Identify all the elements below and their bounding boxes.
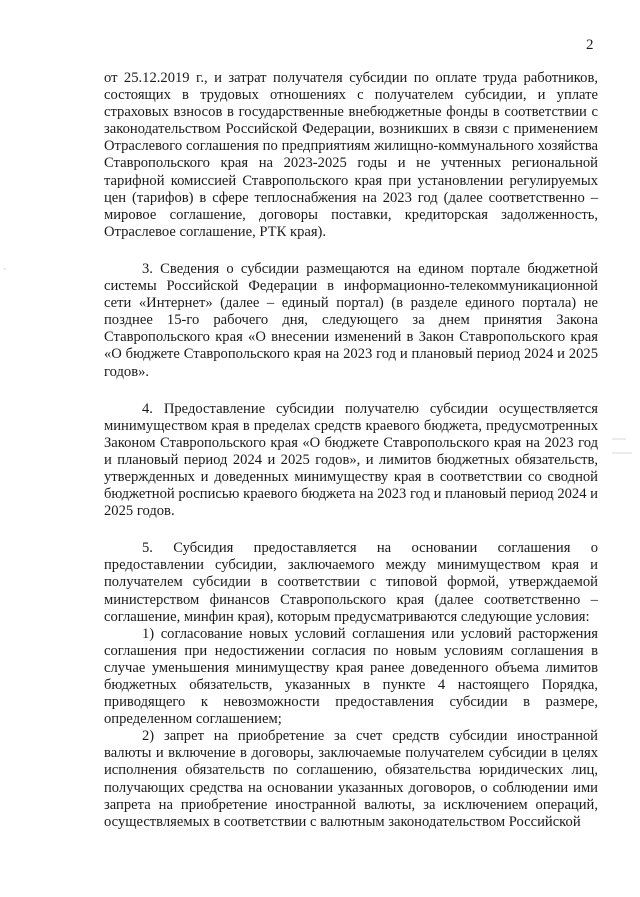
- paragraph-5-item-1: 1) согласование новых условий соглашения или условий расторжения соглашения при недостижении согласия по новым условиям соглашения в случае уменьшения минимуществу края ранее доведенного объема лимитов бюджетных обязательств, указанных в пункте 4 настоящего Порядка, приводящего к невозможности предоставления субсидии в размере, определенном соглашением;: [104, 625, 598, 728]
- scan-artifact: [3, 268, 6, 270]
- page-number: 2: [586, 37, 594, 53]
- paragraph-3: 3. Сведения о субсидии размещаются на едином портале бюджетной системы Российской Федерации в информационно-телекоммуникационной сети «Интернет» (далее – единый портал) (в разделе единого портала) не позднее 15-го рабочего дня, следующего за днем принятия Закона Ставропольского края «О внесении изменений в Закон Ставропольского края «О бюджете Ставропольского края на 2023 год и плановый период 2024 и 2025 годов».: [104, 260, 598, 380]
- paragraph-5-item-2: 2) запрет на приобретение за счет средств субсидии иностранной валюты и включение в договоры, заключаемые получателем субсидии в целях исполнения обязательств по соглашению, обязательства юридических лиц, получающих средства на основании указанных договоров, о соблюдении ими запрета на приобретение иностранной валюты, за исключением операций, осуществляемых в соответствии с валютным законодательством Российской: [104, 728, 598, 830]
- paragraph-4: 4. Предоставление субсидии получателю субсидии осуществляется минимуществом края в пределах средств краевого бюджета, предусмотренных Законом Ставропольского края «О бюджете Ставропольского края на 2023 год и плановый период 2024 и 2025 годов», и лимитов бюджетных обязательств, утвержденных и доведенных минимуществу края в соответствии со сводной бюджетной росписью краевого бюджета на 2023 год и плановый период 2024 и 2025 годов.: [104, 400, 598, 520]
- paragraph-continuation: от 25.12.2019 г., и затрат получателя субсидии по оплате труда работников, состоящих в трудовых отношениях с получателем субсидии, и уплате страховых взносов в государственные внебюджетные фонды в соответствии с законодательством Российской Федерации, возникших в связи с применением Отраслевого соглашения по предприятиям жилищно-коммунального хозяйства Ставропольского края на 2023-2025 годы и не учтенных региональной тарифной комиссией Ставропольского края при установлении регулируемых цен (тарифов) в сфере теплоснабжения на 2023 год (далее соответственно – мировое соглашение, договоры поставки, кредиторская задолженность, Отраслевое соглашение, РТК края).: [104, 70, 598, 240]
- paragraph-5: 5. Субсидия предоставляется на основании соглашения о предоставлении субсидии, заключаемого между минимуществом края и получателем субсидии в соответствии с типовой формой, утверждаемой министерством финансов Ставропольского края (далее соответственно – соглашение, минфин края), которым предусматриваются следующие условия:: [104, 540, 598, 625]
- document-body: [104, 70, 598, 831]
- scan-artifact: [612, 452, 632, 454]
- scan-artifact: [612, 438, 626, 440]
